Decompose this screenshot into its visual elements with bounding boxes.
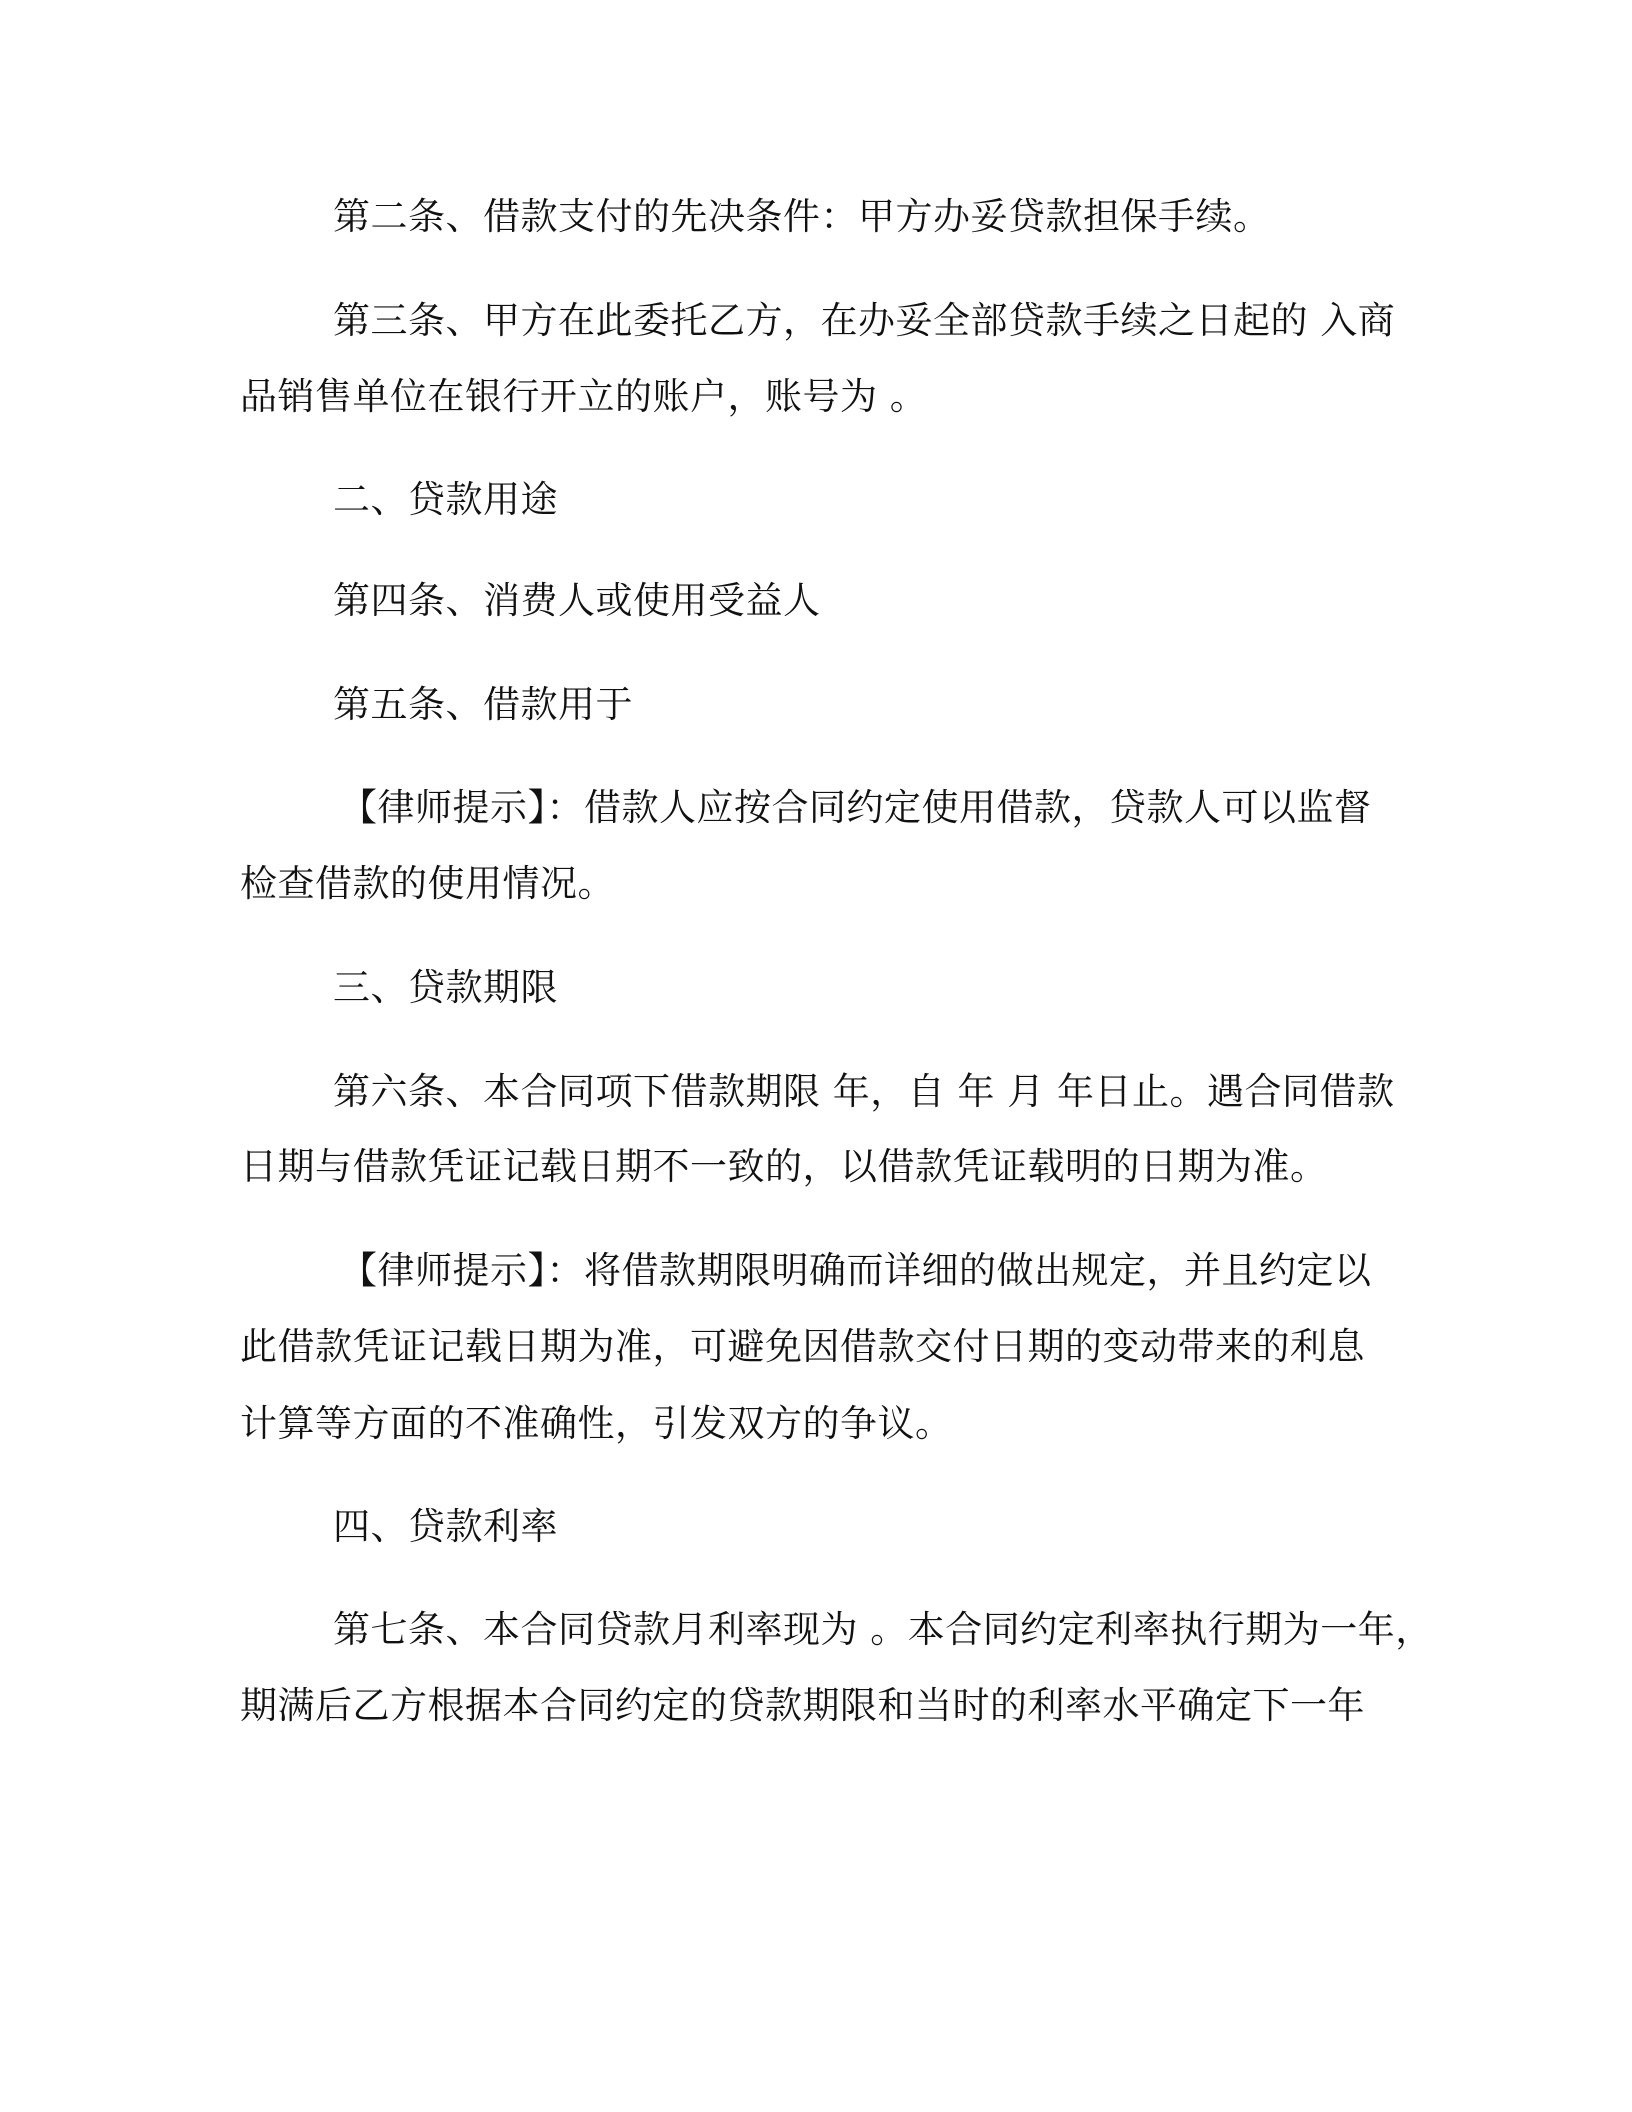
clause-4: 第四条、消费人或使用受益人 bbox=[333, 579, 821, 622]
lawyer-tip-2-line-3: 计算等方面的不准确性，引发双方的争议。 bbox=[240, 1402, 953, 1445]
lawyer-tip-2-line-1: 【律师提示】：将借款期限明确而详细的做出规定，并且约定以 bbox=[340, 1249, 1372, 1292]
section-heading-loan-purpose: 二、贷款用途 bbox=[333, 478, 558, 521]
clause-2: 第二条、借款支付的先决条件：甲方办妥贷款担保手续。 bbox=[333, 195, 1271, 238]
clause-5: 第五条、借款用于 bbox=[333, 683, 633, 726]
lawyer-tip-1-line-2: 检查借款的使用情况。 bbox=[240, 862, 615, 905]
clause-6-line-1: 第六条、本合同项下借款期限 年，自 年 月 年日止。遇合同借款 bbox=[333, 1070, 1395, 1113]
clause-7-line-2: 期满后乙方根据本合同约定的贷款期限和当时的利率水平确定下一年 bbox=[240, 1684, 1365, 1727]
clause-3-line-1: 第三条、甲方在此委托乙方，在办妥全部贷款手续之日起的 入商 bbox=[333, 299, 1396, 342]
section-heading-loan-rate: 四、贷款利率 bbox=[333, 1505, 558, 1548]
clause-6-line-2: 日期与借款凭证记载日期不一致的，以借款凭证载明的日期为准。 bbox=[240, 1145, 1328, 1188]
lawyer-tip-2-line-2: 此借款凭证记载日期为准，可避免因借款交付日期的变动带来的利息 bbox=[240, 1325, 1365, 1368]
clause-7-line-1: 第七条、本合同贷款月利率现为 。本合同约定利率执行期为一年， bbox=[333, 1608, 1433, 1651]
lawyer-tip-1-line-1: 【律师提示】：借款人应按合同约定使用借款，贷款人可以监督 bbox=[340, 786, 1372, 829]
clause-3-line-2: 品销售单位在银行开立的账户，账号为 。 bbox=[240, 375, 928, 418]
section-heading-loan-term: 三、贷款期限 bbox=[333, 966, 558, 1009]
